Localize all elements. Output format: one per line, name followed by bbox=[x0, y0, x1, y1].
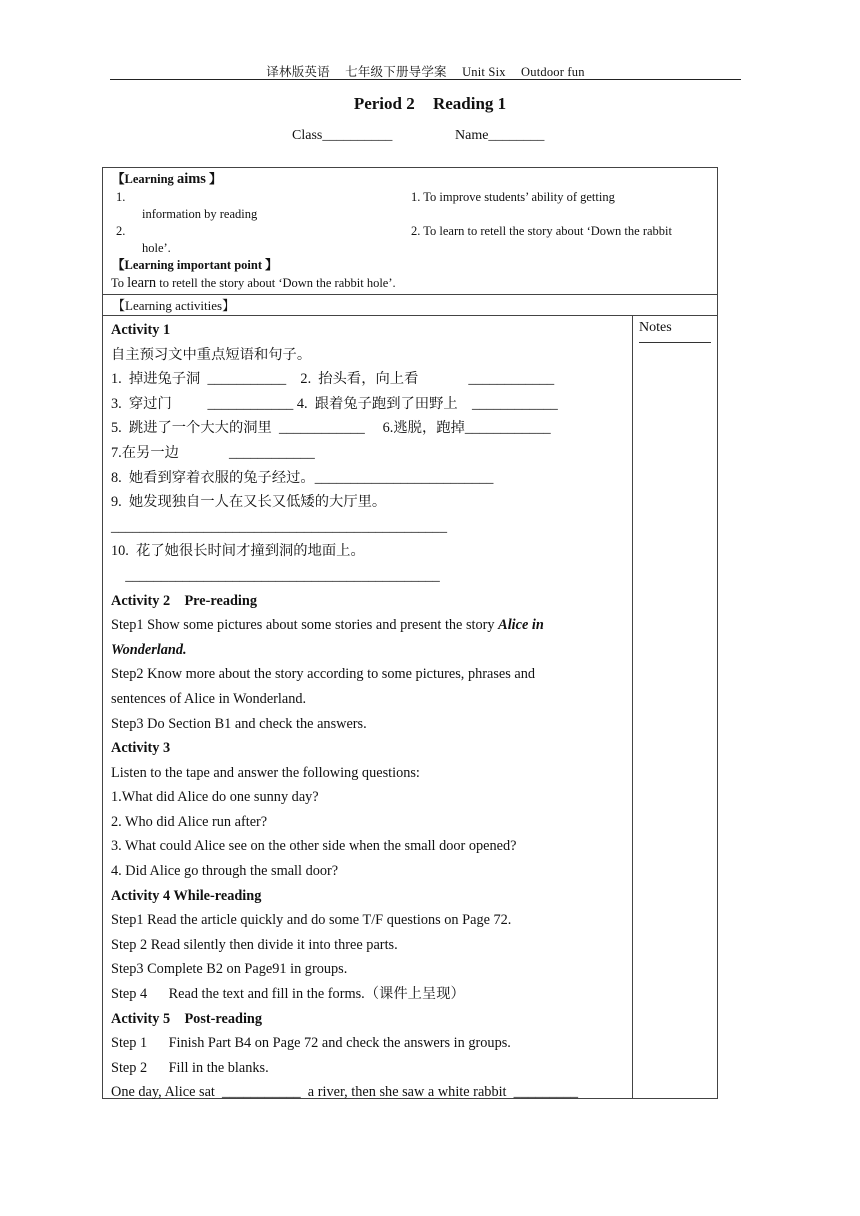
activity-line-text: Step2 Know more about the story according to some pictures, phrases and bbox=[111, 666, 536, 683]
activity-line bbox=[111, 785, 626, 810]
activity-line bbox=[111, 564, 626, 589]
activity-line-text: Step1 Show some pictures about some stories and present the story bbox=[111, 617, 499, 634]
activity-line-text: 7.在另一边 ____________ bbox=[111, 444, 315, 461]
activity-line bbox=[111, 613, 626, 638]
row-divider-2 bbox=[103, 315, 717, 316]
activity-line-text: 1. 掉进兔子洞 ___________ 2. 抬头看，向上看 ____________ bbox=[111, 371, 555, 388]
activity-line-text: Step 4 Read the text and fill in the forms.（课件上呈现） bbox=[111, 986, 465, 1003]
activity-line bbox=[111, 908, 626, 933]
activity-line bbox=[111, 589, 626, 614]
activity-line bbox=[111, 539, 626, 564]
aim-1-text: 1. To improve students’ ability of getting bbox=[411, 190, 615, 204]
book-title-emphasis: Alice in bbox=[498, 617, 544, 634]
activity-line-text: Activity 3 bbox=[111, 740, 171, 757]
class-field[interactable]: Class__________ bbox=[292, 128, 393, 143]
activity-line bbox=[111, 810, 626, 835]
notes-column-divider bbox=[632, 315, 633, 1098]
activity-line-text: Step3 Do Section B1 and check the answers. bbox=[111, 715, 367, 732]
activity-line bbox=[111, 490, 626, 515]
worksheet-table bbox=[102, 167, 718, 1099]
aim-2-continuation: hole’. bbox=[142, 241, 171, 255]
activity-line bbox=[111, 1031, 626, 1056]
activity-line bbox=[111, 1056, 626, 1081]
activity-line-text: 自主预习文中重点短语和句子。 bbox=[111, 346, 312, 363]
aim-1-continuation: information by reading bbox=[142, 207, 258, 221]
activity-line bbox=[111, 736, 626, 761]
notes-label: Notes bbox=[639, 320, 672, 335]
activity-line bbox=[111, 638, 626, 663]
page-title bbox=[0, 94, 860, 114]
activity-line bbox=[111, 392, 626, 417]
activity-line-text: 5. 跳进了一个大大的洞里 ____________ 6.逃脱，跑掉____________ bbox=[111, 420, 551, 437]
page-header bbox=[110, 62, 741, 80]
activity-line bbox=[111, 712, 626, 737]
title-period: Period 2 bbox=[353, 94, 415, 113]
activity-line-text: _______________________________________________ bbox=[111, 518, 447, 535]
title-lesson: Reading 1 bbox=[432, 94, 507, 113]
activity-line bbox=[111, 761, 626, 786]
important-point-text: To learn to retell the story about ‘Down the rabbit hole’. bbox=[111, 275, 396, 291]
activity-line bbox=[111, 662, 626, 687]
aims-heading: 【Learning aims 】 bbox=[112, 171, 222, 187]
activity-line bbox=[111, 416, 626, 441]
activity-line bbox=[111, 933, 626, 958]
aim-2-number: 2. bbox=[116, 224, 126, 238]
activity-line-text: Step3 Complete B2 on Page91 in groups. bbox=[111, 961, 348, 978]
activity-line bbox=[111, 515, 626, 540]
activity-line-text: Listen to the tape and answer the following questions: bbox=[111, 764, 420, 781]
activity-line-text: Activity 4 While-reading bbox=[111, 887, 262, 904]
activity-line bbox=[111, 1080, 626, 1105]
activity-line-text: 8. 她看到穿着衣服的兔子经过。_________________________ bbox=[111, 469, 494, 486]
activity-line-text: Step 2 Read silently then divide it into three parts. bbox=[111, 936, 398, 953]
activity-line bbox=[111, 367, 626, 392]
activity-line-text: Activity 5 Post-reading bbox=[111, 1010, 263, 1027]
book-title-emphasis: Wonderland. bbox=[111, 641, 187, 658]
activity-line bbox=[111, 318, 626, 343]
activity-line-text: Step 2 Fill in the blanks. bbox=[111, 1059, 269, 1076]
row-divider-1 bbox=[103, 294, 717, 295]
activity-line-text: Step1 Read the article quickly and do some T/F questions on Page 72. bbox=[111, 912, 512, 929]
activity-line-text: 10. 花了她很长时间才撞到洞的地面上。 bbox=[111, 543, 365, 560]
activity-line-text: Activity 1 bbox=[111, 322, 171, 338]
activity-line-text: ____________________________________________ bbox=[111, 567, 440, 584]
activity-line-text: 4. Did Alice go through the small door? bbox=[111, 863, 339, 880]
activity-line bbox=[111, 859, 626, 884]
activity-line bbox=[111, 343, 626, 368]
activity-line bbox=[111, 1007, 626, 1032]
activity-line bbox=[111, 687, 626, 712]
important-point-heading: 【Learning important point 】 bbox=[112, 258, 278, 272]
header-topic: Outdoor fun bbox=[521, 65, 585, 79]
activity-line-text: 2. Who did Alice run after? bbox=[111, 813, 268, 830]
name-field[interactable]: Name________ bbox=[455, 128, 545, 143]
activity-line-text: Step 1 Finish Part B4 on Page 72 and check the answers in groups. bbox=[111, 1035, 511, 1052]
activity-line bbox=[111, 982, 626, 1007]
notes-underline bbox=[639, 342, 711, 343]
activity-line-text: 1.What did Alice do one sunny day? bbox=[111, 789, 319, 806]
header-divider bbox=[110, 79, 741, 80]
activity-line-text: 3. 穿过门 ____________ 4. 跟着兔子跑到了田野上 ____________ bbox=[111, 395, 558, 412]
activity-line bbox=[111, 466, 626, 491]
activity-line bbox=[111, 441, 626, 466]
activity-line-text: One day, Alice sat ___________ a river, then she saw a white rabbit _________ bbox=[111, 1084, 579, 1101]
activities-heading: 【Learning activities】 bbox=[112, 298, 236, 313]
activity-line-text: 3. What could Alice see on the other side when the small door opened? bbox=[111, 838, 517, 855]
aim-1-number: 1. bbox=[116, 190, 126, 204]
header-publisher: 译林版英语 bbox=[266, 65, 330, 79]
activity-line bbox=[111, 884, 626, 909]
activity-line-text: Activity 2 Pre-reading bbox=[111, 592, 257, 609]
activity-line bbox=[111, 834, 626, 859]
activity-line-text: sentences of Alice in Wonderland. bbox=[111, 690, 307, 707]
header-grade: 七年级下册导学案 bbox=[345, 65, 447, 79]
aim-2-text: 2. To learn to retell the story about ‘Down the rabbit bbox=[411, 224, 672, 238]
header-unit: Unit Six bbox=[462, 65, 506, 79]
activities-content bbox=[111, 318, 626, 1105]
activity-line-text: 9. 她发现独自一人在又长又低矮的大厅里。 bbox=[111, 494, 387, 511]
activity-line bbox=[111, 957, 626, 982]
